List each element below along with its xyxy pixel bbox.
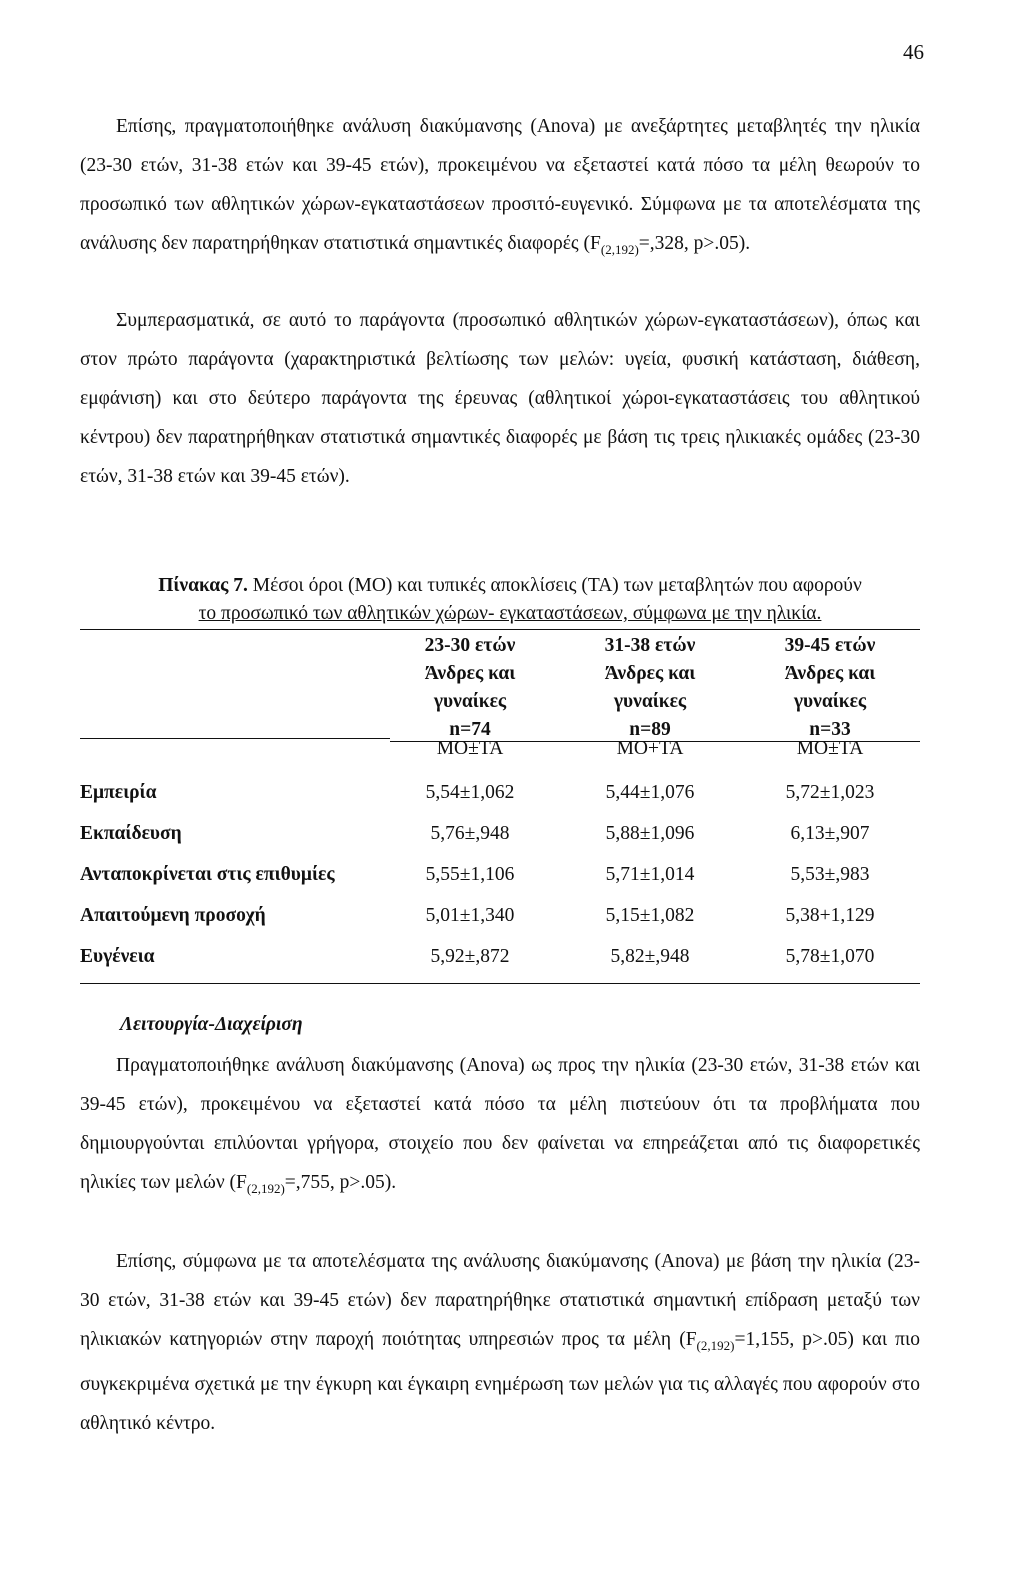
stat-header: ΜΟ±ΤΑ: [436, 738, 504, 759]
paragraph-text: Επίσης, πραγματοποιήθηκε ανάλυση διακύμανσης (Anova) με ανεξάρτητες μεταβλητές την ηλικία (23-30 ετών, 31-38 ετών και 39-45 ετών), προκειμένου να εξεταστεί κατά πόσο τα μέλη θεωρούν το προσωπικό των αθλητικών χώρων-εγκαταστάσεων προσιτό-ευγενικό. Σύμφωνα με τα αποτελέσματα της ανάλυσης δεν παρατηρήθηκαν στατιστικά σημαντικές διαφορές (F: [80, 116, 920, 254]
row-label: Ευγένεια: [80, 946, 155, 967]
table-caption: [100, 572, 920, 628]
table-row: [80, 946, 920, 976]
table-top-rule: [80, 629, 920, 630]
cell-value: 5,92±,872: [430, 946, 510, 967]
table-label: Πίνακας 7.: [158, 575, 248, 596]
table-row: [80, 905, 920, 935]
column-header-23-30: [385, 632, 555, 744]
cell-value: 5,44±1,076: [605, 782, 695, 803]
stat-header: ΜΟ±ΤΑ: [796, 738, 864, 759]
column-n: n=74: [449, 719, 491, 740]
cell-value: 5,55±1,106: [425, 864, 515, 885]
column-age: 23-30 ετών: [424, 635, 516, 656]
paragraph-text: Επίσης, σύμφωνα με τα αποτελέσματα της ανάλυσης διακύμανσης (Anova) με βάση την ηλικία (23-30 ετών, 31-38 ετών και 39-45 ετών) δεν παρατηρήθηκε στατιστικά σημαντική επίδραση μεταξύ των ηλικιακών κατηγοριών στην παροχή ποιότητας υπηρεσιών προς τα μέλη (F: [80, 1251, 920, 1350]
table-row: [80, 782, 920, 812]
paragraph-conclusion: Συμπερασματικά, σε αυτό το παράγοντα (προσωπικό αθλητικών χώρων-εγκαταστάσεων), όπως και στον πρώτο παράγοντα (χαρακτηριστικά βελτίωσης των μελών: υγεία, φυσική κατάσταση, διάθεση, εμφάνιση) και στο δεύτερο παράγοντα της έρευνας (αθλητικοί χώροι-εγκαταστάσεις του αθλητικού κέντρου) δεν παρατηρήθηκαν στατιστικά σημαντικές διαφορές με βάση τις τρεις ηλικιακές ομάδες (23-30 ετών, 31-38 ετών και 39-45 ετών).: [80, 310, 920, 487]
paragraph-text-end: =,755, p>.05).: [284, 1172, 397, 1193]
paragraph-service-quality: [80, 1242, 920, 1443]
cell-value: 5,72±1,023: [785, 782, 875, 803]
page-number: 46: [903, 40, 924, 64]
column-group-l2: γυναίκες: [793, 691, 867, 712]
cell-value: 5,54±1,062: [425, 782, 515, 803]
cell-value: 5,82±,948: [610, 946, 690, 967]
paragraph-text-end: =,328, p>.05).: [638, 233, 751, 254]
paragraph-text-end: =1,155, p>.05) και πιο συγκεκριμένα σχετικά με την έγκυρη και έγκαιρη ενημέρωση των μελών για τις αλλαγές που αφορούν στο αθλητικό κέντρο.: [80, 1329, 921, 1434]
row-label: Απαιτούμενη προσοχή: [80, 905, 266, 926]
column-n: n=89: [629, 719, 671, 740]
table-row: [80, 823, 920, 853]
column-age: 39-45 ετών: [784, 635, 876, 656]
cell-value: 5,53±,983: [790, 864, 870, 885]
caption-line-1: Μέσοι όροι (ΜΟ) και τυπικές αποκλίσεις (ΤΑ) των μεταβλητών που αφορούν: [247, 575, 862, 596]
cell-value: 6,13±,907: [790, 823, 870, 844]
paragraph-anova-staff: [80, 107, 920, 269]
row-label: Εμπειρία: [80, 782, 157, 803]
f-subscript: (2,192): [696, 1337, 735, 1353]
cell-value: 5,76±,948: [430, 823, 510, 844]
column-header-31-38: [565, 632, 735, 744]
row-label: Ανταποκρίνεται στις επιθυμίες: [80, 864, 335, 885]
cell-value: 5,88±1,096: [605, 823, 695, 844]
cell-value: 5,38+1,129: [785, 905, 875, 926]
column-n: n=33: [809, 719, 851, 740]
section-title: Λειτουργία-Διαχείριση: [120, 1014, 303, 1035]
cell-value: 5,71±1,014: [605, 864, 695, 885]
header-rule-left: [80, 738, 390, 739]
stat-header: ΜΟ+ΤΑ: [616, 738, 684, 759]
column-group-l1: Άνδρες και: [424, 663, 516, 684]
caption-line-2: το προσωπικό των αθλητικών χώρων- εγκαταστάσεων, σύμφωνα με την ηλικία.: [198, 603, 822, 624]
column-group-l1: Άνδρες και: [784, 663, 876, 684]
column-group-l2: γυναίκες: [613, 691, 687, 712]
f-subscript: (2,192): [246, 1180, 285, 1196]
cell-value: 5,01±1,340: [425, 905, 515, 926]
column-age: 31-38 ετών: [604, 635, 696, 656]
column-group-l1: Άνδρες και: [604, 663, 696, 684]
column-group-l2: γυναίκες: [433, 691, 507, 712]
row-label: Εκπαίδευση: [80, 823, 182, 844]
cell-value: 5,15±1,082: [605, 905, 695, 926]
table-bottom-rule: [80, 983, 920, 984]
cell-value: 5,78±1,070: [785, 946, 875, 967]
paragraph-text: Πραγματοποιήθηκε ανάλυση διακύμανσης (Anova) ως προς την ηλικία (23-30 ετών, 31-38 ετών και 39-45 ετών), προκειμένου να εξεταστεί κατά πόσο τα μέλη πιστεύουν ότι τα προβλήματα που δημιουργούνται επιλύονται γρήγορα, στοιχείο που δεν φαίνεται να επηρεάζεται από τις διαφορετικές ηλικίες των μελών (F: [80, 1055, 920, 1193]
f-subscript: (2,192): [600, 241, 639, 257]
column-header-39-45: [745, 632, 915, 744]
table-row: [80, 864, 920, 894]
paragraph-problem-solving: [80, 1046, 920, 1208]
